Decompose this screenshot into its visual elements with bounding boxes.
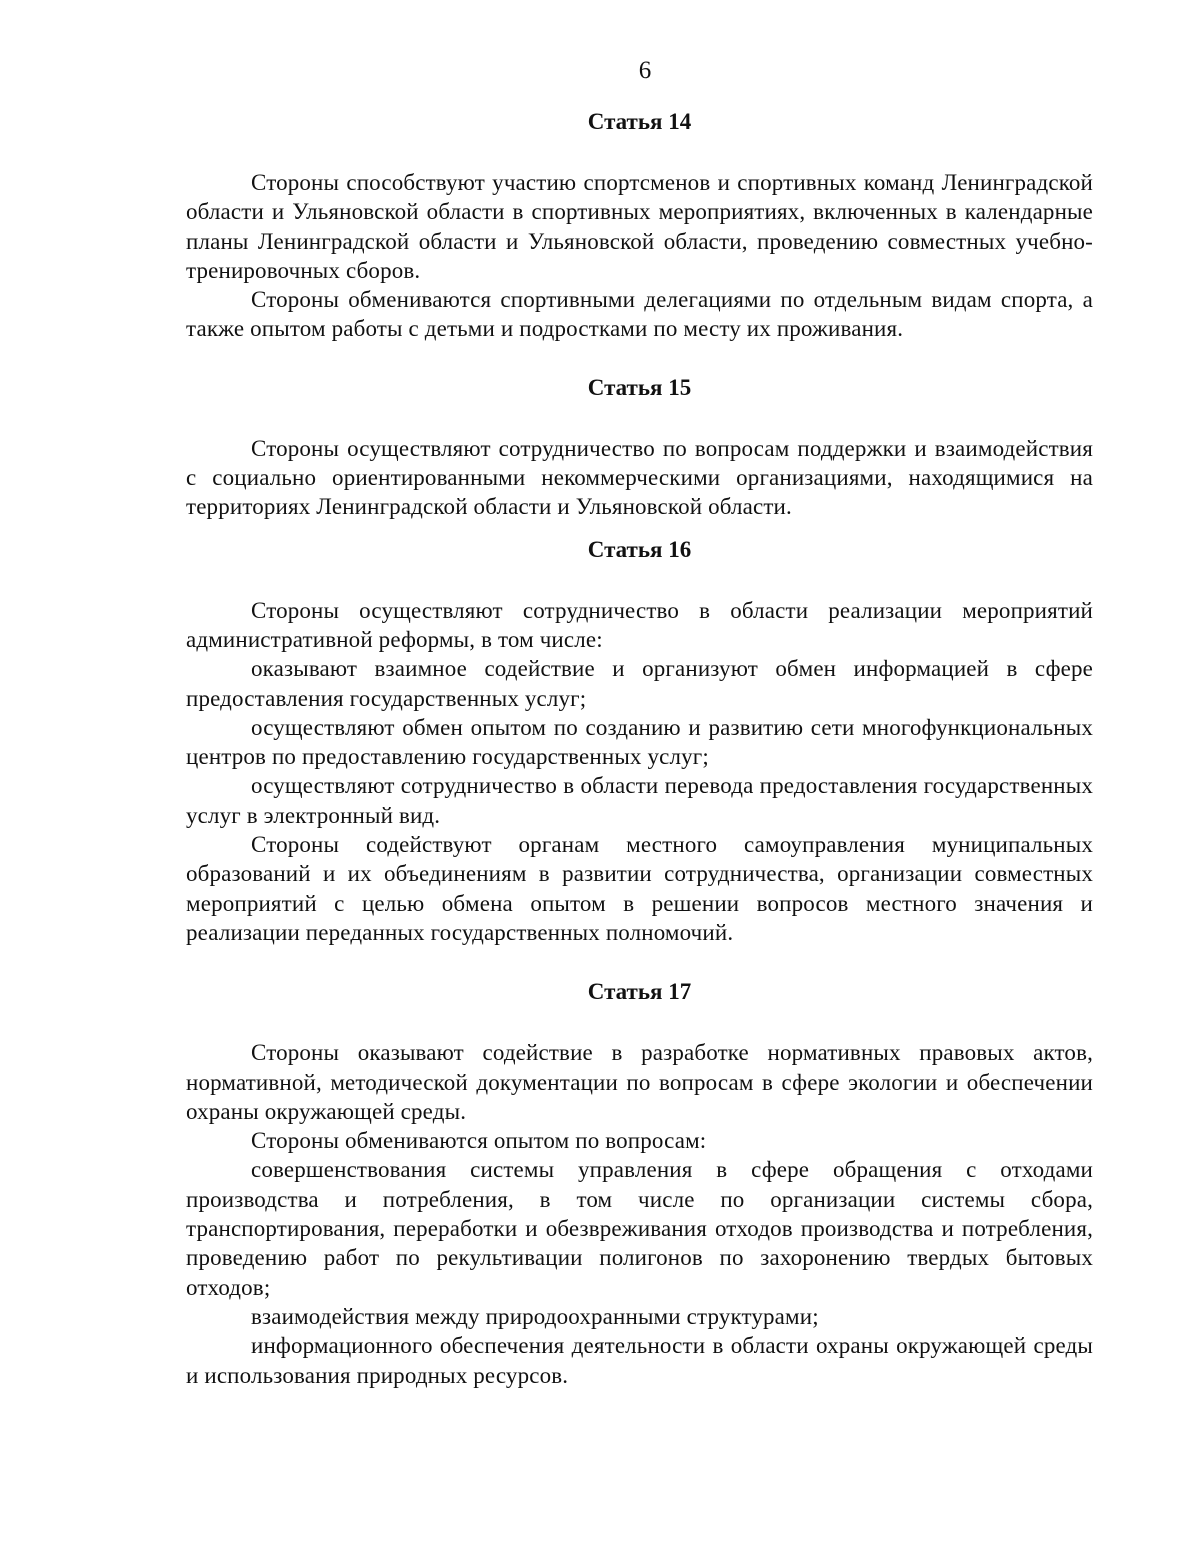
- paragraph: Стороны осуществляют сотрудничество по вопросам поддержки и взаимодействия с социально ориентированными некоммерческими организациями, находящимися на территориях Ленинградской области и Ульяновской области.: [186, 435, 1093, 520]
- paragraph: Стороны содействуют органам местного самоуправления муниципальных образований и их объединениям в развитии сотрудничества, организации совместных мероприятий с целью обмена опытом в решении вопросов местного значения и реализации переданных государственных полномочий.: [186, 832, 1093, 945]
- paragraph: информационного обеспечения деятельности в области охраны окружающей среды и использования природных ресурсов.: [186, 1333, 1093, 1388]
- article-14: [186, 107, 1093, 344]
- paragraph: осуществляют сотрудничество в области перевода предоставления государственных услуг в электронный вид.: [186, 773, 1093, 828]
- article-heading: Статья 17: [587, 979, 692, 1005]
- article-heading: Статья 15: [587, 374, 692, 400]
- paragraph: Стороны осуществляют сотрудничество в области реализации мероприятий административной реформы, в том числе:: [186, 597, 1093, 652]
- article-17: [186, 977, 1093, 1390]
- paragraph: Стороны обмениваются опытом по вопросам:: [251, 1128, 707, 1154]
- paragraph: Стороны способствуют участию спортсменов и спортивных команд Ленинградской области и Ульяновской области в спортивных мероприятиях, включенных в календарные планы Ленинградской области и Ульяновской области, проведению совместных учебно-тренировочных сборов.: [186, 170, 1093, 283]
- document-body: [186, 107, 1093, 1390]
- article-16: [186, 535, 1093, 948]
- article-heading: Статья 16: [587, 536, 692, 562]
- paragraph: Стороны оказывают содействие в разработке нормативных правовых актов, нормативной, методической документации по вопросам в сфере экологии и обеспечении охраны окружающей среды.: [186, 1040, 1093, 1124]
- article-heading: Статья 14: [587, 109, 692, 134]
- paragraph: совершенствования системы управления в сфере обращения с отходами производства и потребления, в том числе по организации системы сбора, транспортирования, переработки и обезвреживания отходов производства и потребления, проведению работ по рекультивации полигонов по захоронению твердых бытовых отходов;: [186, 1157, 1093, 1300]
- paragraph: Стороны обмениваются спортивными делегациями по отдельным видам спорта, а также опытом работы с детьми и подростками по месту их проживания.: [186, 287, 1093, 342]
- paragraph: оказывают взаимное содействие и организуют обмен информацией в сфере предоставления государственных услуг;: [186, 656, 1093, 711]
- page-number: 6: [638, 57, 652, 84]
- article-15: [186, 373, 1093, 522]
- paragraph: взаимодействия между природоохранными структурами;: [251, 1303, 819, 1329]
- paragraph: осуществляют обмен опытом по созданию и развитию сети многофункциональных центров по предоставлению государственных услуг;: [186, 714, 1093, 770]
